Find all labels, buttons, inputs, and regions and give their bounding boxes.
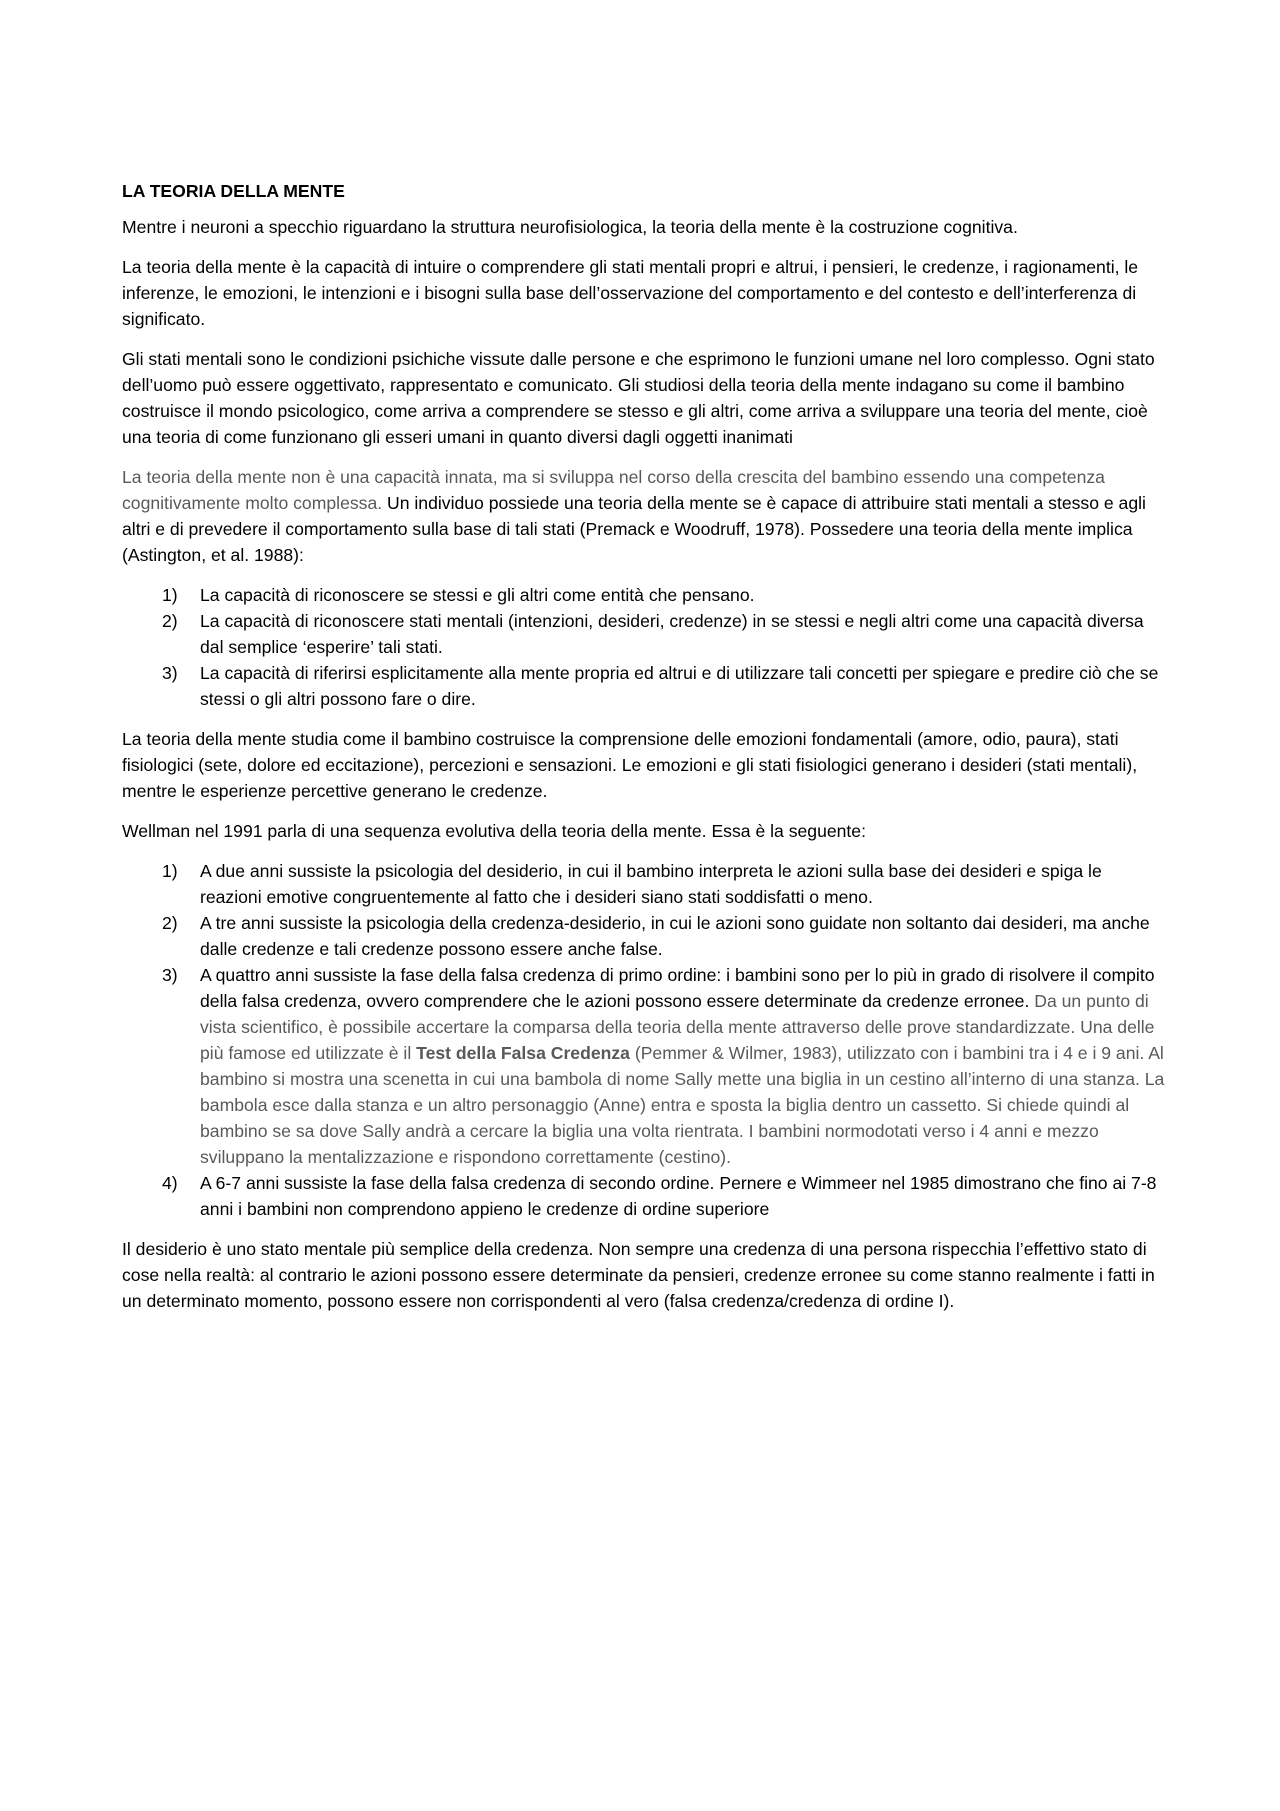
- list-item-text: La capacità di riconoscere se stessi e gli altri come entità che pensano.: [200, 585, 755, 605]
- list-item-text: La capacità di riconoscere stati mentali (intenzioni, desideri, credenze) in se stessi e negli altri come una capacità diversa dal semplice ‘esperire’ tali stati.: [200, 611, 1144, 657]
- test-name-bold: Test della Falsa Credenza: [416, 1043, 630, 1063]
- paragraph-intro: Mentre i neuroni a specchio riguardano la struttura neurofisiologica, la teoria della mente è la costruzione cognitiva.: [122, 217, 1018, 237]
- list-item: [122, 608, 1168, 660]
- list-item: [122, 910, 1168, 962]
- capacities-list: [122, 582, 1168, 712]
- list-number: 2): [162, 913, 178, 933]
- list-number: 3): [162, 663, 178, 683]
- list-item: [122, 660, 1168, 712]
- list-number: 1): [162, 861, 178, 881]
- list-item-text: A due anni sussiste la psicologia del desiderio, in cui il bambino interpreta le azioni sulla base dei desideri e spiga le reazioni emotive congruentemente al fatto che i desideri siano stati soddisfatti o meno.: [200, 861, 1102, 907]
- list-number: 2): [162, 611, 178, 631]
- body-text: Un individuo possiede una teoria della mente se è capace di attribuire stati mentali a stesso e agli altri e di prevedere il comportamento sulla base di tali stati (Premack e Woodruff, 1978). Possedere una teoria della mente implica (Astington, et al. 1988):: [122, 493, 1146, 565]
- paragraph-desire: Il desiderio è uno stato mentale più semplice della credenza. Non sempre una credenza di una persona rispecchia l’effettivo stato di cose nella realtà: al contrario le azioni possono essere determinate da pensieri, credenze erronee su come stanno realmente i fatti in un determinato momento, possono essere non corrispondenti al vero (falsa credenza/credenza di ordine I).: [122, 1239, 1155, 1311]
- list-item: [122, 962, 1168, 1170]
- paragraph-mental-states: Gli stati mentali sono le condizioni psichiche vissute dalle persone e che esprimono le funzioni umane nel loro complesso. Ogni stato dell’uomo può essere oggettivato, rappresentato e comunicato. Gli studiosi della teoria della mente indagano su come il bambino costruisce il mondo psicologico, come arriva a comprendere se stesso e gli altri, come arriva a sviluppare una teoria del mente, cioè una teoria di come funzionano gli esseri umani in quanto diversi dagli oggetti inanimati: [122, 349, 1155, 447]
- paragraph-wellman: Wellman nel 1991 parla di una sequenza evolutiva della teoria della mente. Essa è la seguente:: [122, 821, 866, 841]
- list-item: [122, 582, 1168, 608]
- paragraph-development: [122, 464, 1168, 568]
- list-item-text: A 6-7 anni sussiste la fase della falsa credenza di secondo ordine. Pernere e Wimmeer nel 1985 dimostrano che fino ai 7-8 anni i bambini non comprendono appieno le credenze di ordine superiore: [200, 1173, 1157, 1219]
- list-number: 4): [162, 1173, 178, 1193]
- list-item: [122, 858, 1168, 910]
- grey-text: (Pemmer & Wilmer, 1983), utilizzato con i bambini tra i 4 e i 9 ani. Al bambino si mostra una scenetta in cui una bambola di nome Sally mette una biglia in un cestino all’interno di una stanza. La bambola esce dalla stanza e un altro personaggio (Anne) entra e sposta la biglia dentro un cassetto. Si chiede quindi al bambino se sa dove Sally andrà a cercare la biglia una volta rientrata. I bambini normodotati verso i 4 anni e mezzo sviluppano la mentalizzazione e rispondono correttamente (cestino).: [200, 1043, 1165, 1167]
- paragraph-definition: La teoria della mente è la capacità di intuire o comprendere gli stati mentali propri e altrui, i pensieri, le credenze, i ragionamenti, le inferenze, le emozioni, le intenzioni e i bisogni sulla base dell’osservazione del comportamento e del contesto e dell’interferenza di significato.: [122, 257, 1139, 329]
- grey-text: Da un punto di vista scientifico, è possibile accertare la comparsa della teoria della mente attraverso delle prove standardizzate. Una delle più famose ed utilizzate è il: [200, 991, 1155, 1063]
- list-number: 1): [162, 585, 178, 605]
- paragraph-emotions: La teoria della mente studia come il bambino costruisce la comprensione delle emozioni fondamentali (amore, odio, paura), stati fisiologici (sete, dolore ed eccitazione), percezioni e sensazioni. Le emozioni e gli stati fisiologici generano i desideri (stati mentali), mentre le esperienze percettive generano le credenze.: [122, 729, 1138, 801]
- wellman-sequence-list: [122, 858, 1168, 1222]
- list-number: 3): [162, 965, 178, 985]
- grey-text: La teoria della mente non è una capacità innata, ma si sviluppa nel corso della crescita del bambino essendo una competenza cognitivamente molto complessa.: [122, 467, 1105, 513]
- list-item-text: La capacità di riferirsi esplicitamente alla mente propria ed altrui e di utilizzare tali concetti per spiegare e predire ciò che se stessi o gli altri possono fare o dire.: [200, 663, 1159, 709]
- list-item-text: A quattro anni sussiste la fase della falsa credenza di primo ordine: i bambini sono per lo più in grado di risolvere il compito della falsa credenza, ovvero comprendere che le azioni possono essere determinate da credenze erronee.: [200, 965, 1155, 1011]
- document-title: LA TEORIA DELLA MENTE: [122, 181, 345, 201]
- document-page: [122, 178, 1168, 1328]
- list-item: [122, 1170, 1168, 1222]
- list-item-text: A tre anni sussiste la psicologia della credenza-desiderio, in cui le azioni sono guidate non soltanto dai desideri, ma anche dalle credenze e tali credenze possono essere anche false.: [200, 913, 1150, 959]
